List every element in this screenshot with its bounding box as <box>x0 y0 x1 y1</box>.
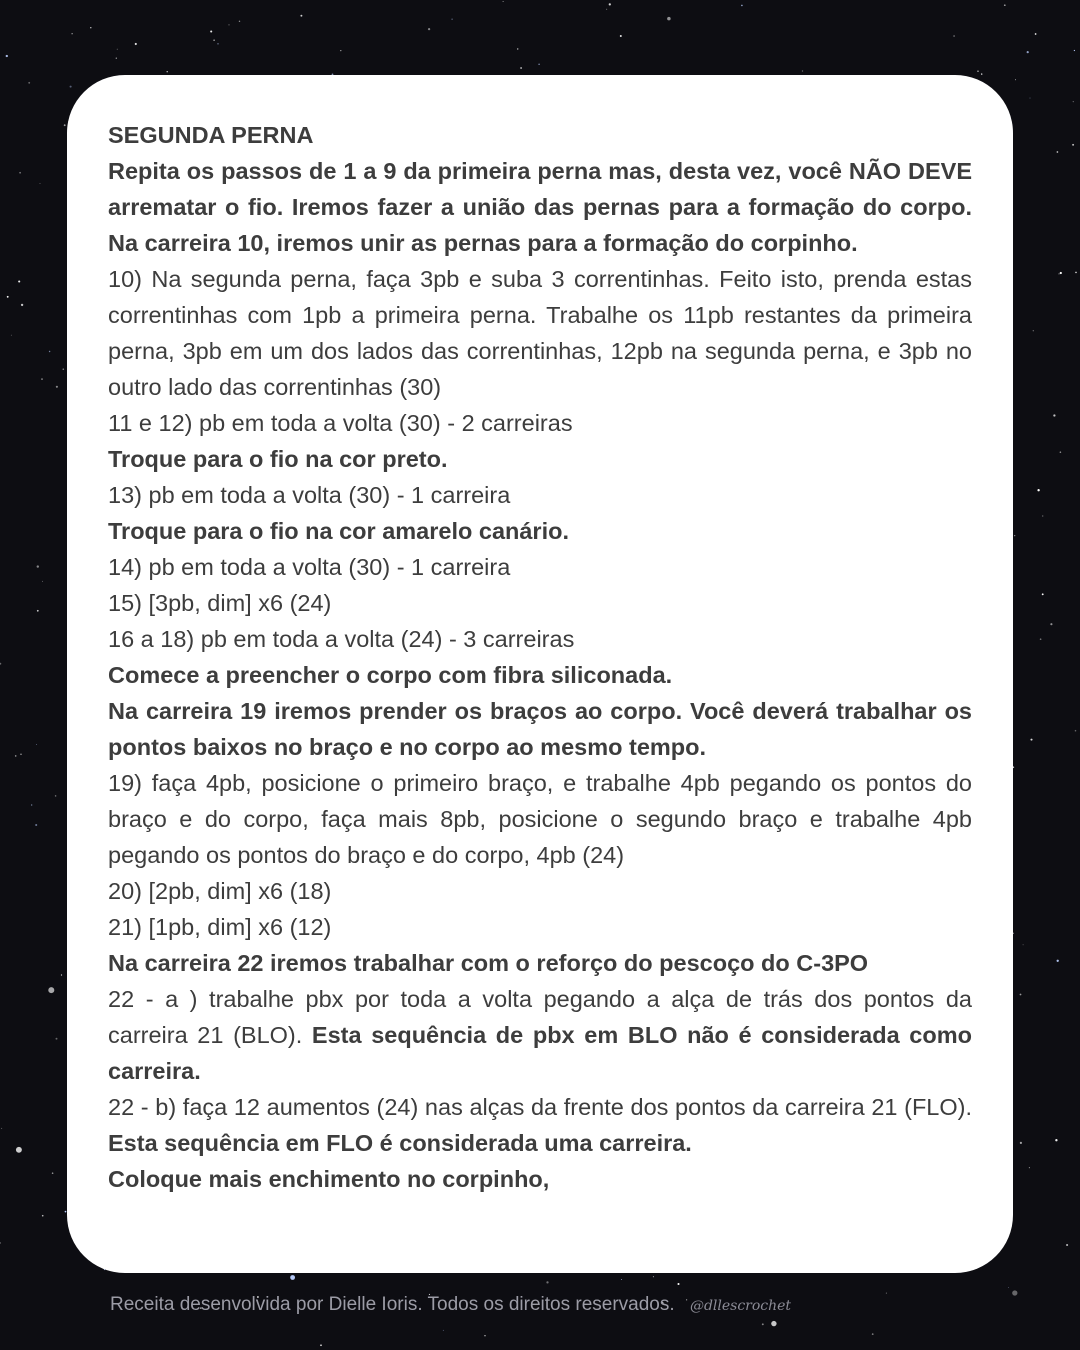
star <box>503 1 504 2</box>
text-run: 14) pb em toda a volta (30) - 1 carreira <box>108 554 511 580</box>
star <box>621 1279 622 1280</box>
recipe-paragraph <box>108 153 972 261</box>
star <box>1060 451 1062 453</box>
star <box>1066 1244 1068 1246</box>
recipe-paragraph <box>108 873 972 909</box>
recipe-card <box>67 75 1013 1273</box>
star <box>677 1283 679 1285</box>
star <box>1037 489 1039 491</box>
star <box>977 70 978 71</box>
star <box>18 280 20 282</box>
star <box>290 1275 295 1280</box>
star <box>42 1215 44 1217</box>
text-run: Esta sequência de pbx em BLO não é considerada como carreira. <box>108 1022 972 1084</box>
text-run: 13) pb em toda a volta (30) - 1 carreira <box>108 482 511 508</box>
star <box>28 82 30 84</box>
text-run: Troque para o fio na cor amarelo canário. <box>108 518 569 544</box>
recipe-paragraph <box>108 405 972 441</box>
star <box>1060 272 1062 274</box>
star <box>35 824 37 826</box>
star <box>16 1147 22 1153</box>
star <box>117 49 118 50</box>
star <box>62 368 64 370</box>
star <box>981 73 982 74</box>
text-run: Na carreira 22 iremos trabalhar com o reforço do pescoço do C-3PO <box>108 950 869 976</box>
footer <box>110 1292 970 1319</box>
star <box>1029 1167 1030 1168</box>
star <box>606 9 607 10</box>
star <box>1020 1142 1022 1144</box>
star <box>872 1333 874 1335</box>
star <box>1033 330 1034 331</box>
star <box>21 304 23 306</box>
star <box>64 124 66 126</box>
recipe-paragraph <box>108 765 972 873</box>
star <box>11 335 12 336</box>
star <box>443 1330 444 1331</box>
star <box>55 795 57 797</box>
text-run: Repita os passos de 1 a 9 da primeira perna mas, desta vez, você NÃO DEVE arrematar o fio. Iremos fazer a união das pernas para a formação do corpo. Na carreira 10, iremos unir as pernas para a formação do corpinho. <box>108 158 972 256</box>
text-run: 22 - b) faça 12 aumentos (24) nas alças da frente dos pontos da carreira 21 (FLO). <box>108 1094 972 1120</box>
star <box>620 35 622 37</box>
recipe-paragraph <box>108 657 972 693</box>
star <box>300 15 302 17</box>
star <box>90 27 91 28</box>
star <box>1075 272 1077 274</box>
star <box>61 974 62 975</box>
star <box>116 58 117 59</box>
star <box>48 987 54 993</box>
text-run: SEGUNDA PERNA <box>108 122 314 148</box>
star <box>1042 516 1043 517</box>
recipe-paragraph <box>108 585 972 621</box>
star <box>19 172 21 174</box>
star <box>484 1335 485 1336</box>
text-run: Na carreira 19 iremos prender os braços ao corpo. Você deverá trabalhar os pontos baixos no braço e no corpo ao mesmo tempo. <box>108 698 972 760</box>
recipe-paragraph <box>108 621 972 657</box>
recipe-paragraph <box>108 693 972 765</box>
star <box>31 804 32 805</box>
star <box>762 1323 764 1325</box>
star <box>210 30 212 32</box>
star <box>1015 79 1016 80</box>
star <box>1023 944 1024 945</box>
star <box>239 21 240 22</box>
text-run: Troque para o fio na cor preto. <box>108 446 448 472</box>
recipe-paragraph <box>108 1089 972 1161</box>
star <box>56 1038 58 1040</box>
star <box>1014 535 1015 536</box>
star <box>0 1242 1 1243</box>
star <box>1074 50 1075 51</box>
star <box>1072 144 1074 146</box>
star <box>37 565 39 567</box>
star <box>1057 960 1059 962</box>
star <box>1012 1290 1017 1295</box>
star <box>6 55 8 57</box>
footer-credit: Receita desenvolvida por Dielle Ioris. Todos os direitos reservados. <box>110 1294 675 1315</box>
star <box>517 48 518 49</box>
recipe-paragraph <box>108 261 972 405</box>
star <box>1008 1287 1009 1288</box>
star <box>41 378 42 379</box>
recipe-paragraph <box>108 441 972 477</box>
star <box>451 18 453 20</box>
text-run: 11 e 12) pb em toda a volta (30) - 2 carreiras <box>108 410 573 436</box>
star <box>609 3 611 5</box>
recipe-paragraph <box>108 909 972 945</box>
recipe-paragraph <box>108 945 972 981</box>
star <box>37 610 39 612</box>
star <box>1030 739 1032 741</box>
text-run: 20) [2pb, dim] x6 (18) <box>108 878 332 904</box>
text-run: Esta sequência em FLO é considerada uma carreira. <box>108 1130 692 1156</box>
recipe-paragraph <box>108 1161 972 1197</box>
star <box>1030 98 1031 99</box>
star <box>1050 623 1052 625</box>
text-run: 22 - a ) trabalhe pbx por toda a volta pegando a alça de trás dos pontos da carreira 21 (BLO). <box>108 986 972 1048</box>
star <box>56 386 58 388</box>
recipe-paragraph <box>108 477 972 513</box>
text-run: 21) [1pb, dim] x6 (12) <box>108 914 332 940</box>
star <box>538 64 540 66</box>
star <box>135 43 137 45</box>
star <box>1 1128 2 1129</box>
text-run: 10) Na segunda perna, faça 3pb e suba 3 correntinhas. Feito isto, prenda estas correntinhas com 1pb a primeira perna. Trabalhe os 11pb restantes da primeira perna, 3pb em um dos lados das correntinhas, 12pb na segunda perna, e 3pb no outro lado das correntinhas (30) <box>108 266 972 400</box>
star <box>213 39 215 41</box>
star <box>1004 4 1006 6</box>
star <box>1055 1139 1057 1141</box>
star <box>520 67 522 69</box>
star <box>340 50 341 51</box>
star <box>1057 151 1059 153</box>
star <box>0 663 1 665</box>
text-run: Coloque mais enchimento no corpinho, <box>108 1166 550 1192</box>
star <box>771 1321 776 1326</box>
star <box>667 17 671 21</box>
star <box>546 1281 548 1283</box>
star <box>52 1172 54 1174</box>
text-run: 19) faça 4pb, posicione o primeiro braço, e trabalhe 4pb pegando os pontos do braço e do corpo, faça mais 8pb, posicione o segundo braço e trabalhe 4pb pegando os pontos do braço e do corpo, 4pb (24) <box>108 770 972 868</box>
star <box>36 744 37 745</box>
star <box>1027 51 1029 53</box>
star <box>70 86 72 88</box>
star <box>1073 101 1074 102</box>
section-title <box>108 117 972 153</box>
star <box>802 70 803 71</box>
star <box>1058 273 1059 274</box>
star <box>49 351 50 352</box>
star <box>741 5 743 7</box>
recipe-paragraph <box>108 513 972 549</box>
recipe-paragraph <box>108 549 972 585</box>
star <box>953 35 955 37</box>
star <box>1053 414 1055 416</box>
star <box>15 755 17 757</box>
star <box>1075 730 1077 732</box>
footer-handle: @dllescrochet <box>689 1298 792 1314</box>
star <box>20 754 21 755</box>
star <box>217 43 219 45</box>
star <box>42 581 43 582</box>
star <box>1020 994 1022 996</box>
star <box>72 33 73 34</box>
text-run: 16 a 18) pb em toda a volta (24) - 3 carreiras <box>108 626 575 652</box>
text-run: 15) [3pb, dim] x6 (24) <box>108 590 332 616</box>
star <box>1040 638 1042 640</box>
recipe-text <box>108 117 972 1197</box>
star <box>428 28 430 30</box>
star <box>320 1344 322 1346</box>
star <box>229 24 230 25</box>
star <box>7 296 9 298</box>
star <box>1035 33 1037 35</box>
star <box>653 1276 654 1277</box>
star <box>167 71 168 72</box>
text-run: Comece a preencher o corpo com fibra siliconada. <box>108 662 673 688</box>
star <box>40 183 41 184</box>
recipe-paragraph <box>108 981 972 1089</box>
star <box>1042 593 1044 595</box>
